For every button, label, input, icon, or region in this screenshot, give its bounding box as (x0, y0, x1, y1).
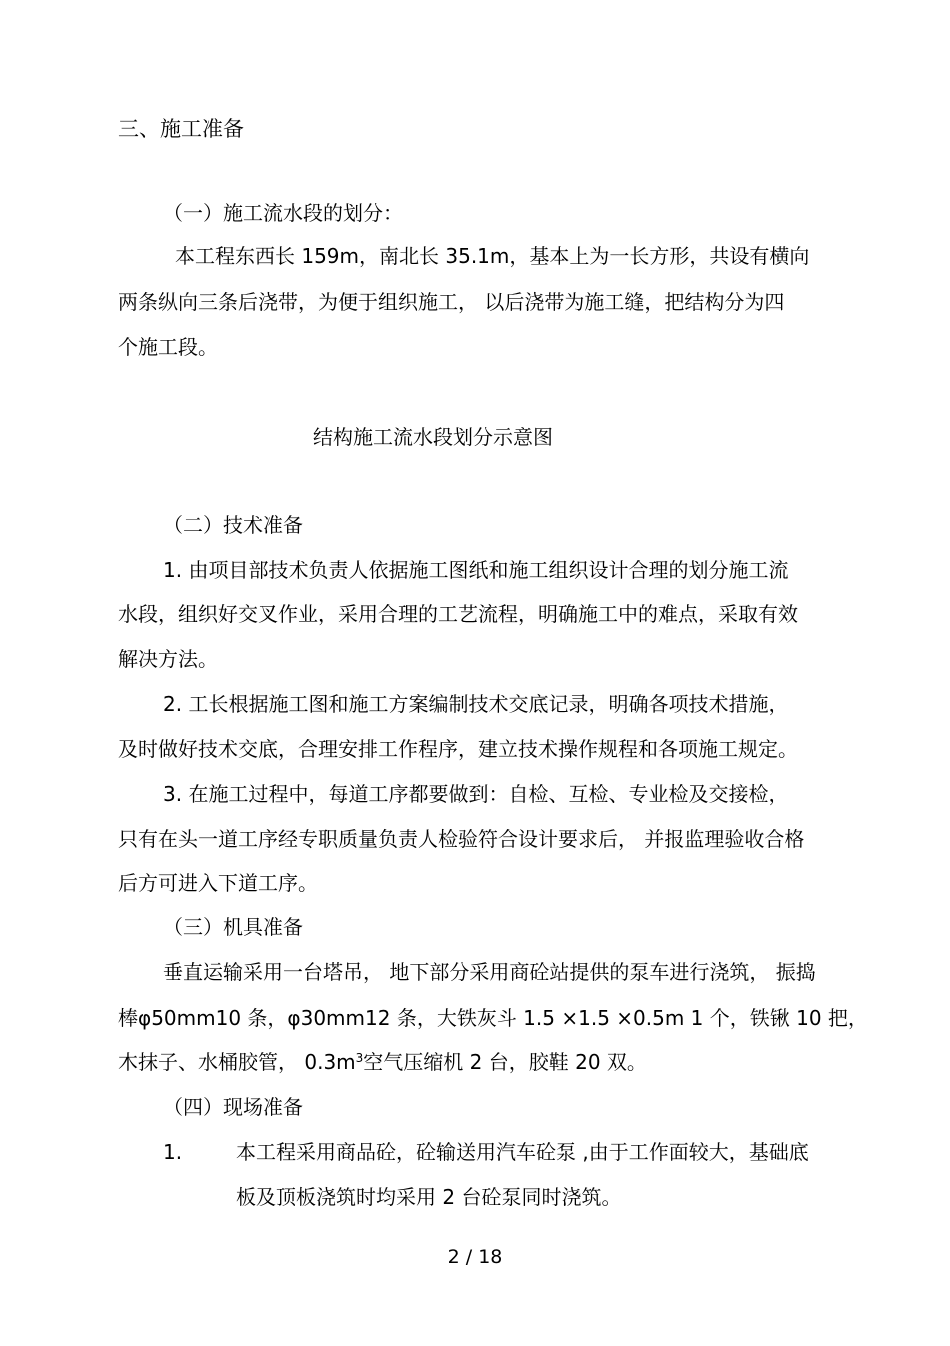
list-item-line: 解决方法。 (118, 647, 218, 671)
subsection-heading-1: （一）施工流水段的划分： (163, 201, 403, 225)
figure-caption: 结构施工流水段划分示意图 (313, 425, 553, 449)
paragraph-line: 两条纵向三条后浇带，为便于组织施工， 以后浇带为施工缝，把结构分为四 (118, 290, 785, 314)
list-item-line: 1. 由项目部技术负责人依据施工图纸和施工组织设计合理的划分施工流 (163, 558, 789, 582)
paragraph-line: 棒φ50mm10 条，φ30mm12 条，大铁灰斗 1.5 ×1.5 ×0.5m 1 个，铁锹 10 把， (118, 1006, 868, 1030)
list-item-line: 只有在头一道工序经专职质量负责人检验符合设计要求后， 并报监理验收合格 (118, 827, 805, 851)
list-item-line: 板及顶板浇筑时均采用 2 台砼泵同时浇筑。 (236, 1185, 622, 1209)
text-segment: 木抹子、水桶胶管， 0.3m (118, 1050, 356, 1074)
list-item-line: 2. 工长根据施工图和施工方案编制技术交底记录，明确各项技术措施， (163, 692, 789, 716)
subsection-heading-3: （三）机具准备 (163, 915, 303, 939)
section-title: 三、施工准备 (118, 117, 244, 141)
paragraph-line: 本工程东西长 159m，南北长 35.1m，基本上为一长方形，共设有横向 (175, 244, 810, 268)
list-item-line: 本工程采用商品砼，砼输送用汽车砼泵 ,由于工作面较大，基础底 (236, 1140, 809, 1164)
subsection-heading-2: （二）技术准备 (163, 513, 303, 537)
subsection-heading-4: （四）现场准备 (163, 1095, 303, 1119)
text-segment: 空气压缩机 2 台，胶鞋 20 双。 (363, 1050, 647, 1074)
list-item-line: 后方可进入下道工序。 (118, 871, 318, 895)
superscript: 3 (355, 1051, 364, 1065)
paragraph-line: 个施工段。 (118, 335, 218, 359)
list-item-line: 3. 在施工过程中，每道工序都要做到：自检、互检、专业检及交接检， (163, 782, 789, 806)
list-number: 1. (163, 1140, 183, 1164)
list-item-line: 水段，组织好交叉作业，采用合理的工艺流程，明确施工中的难点，采取有效 (118, 602, 798, 626)
paragraph-line (118, 1050, 647, 1074)
paragraph-line: 垂直运输采用一台塔吊， 地下部分采用商砼站提供的泵车进行浇筑， 振捣 (163, 960, 816, 984)
page-number: 2 / 18 (447, 1246, 503, 1268)
list-item-line: 及时做好技术交底，合理安排工作程序，建立技术操作规程和各项施工规定。 (118, 737, 798, 761)
